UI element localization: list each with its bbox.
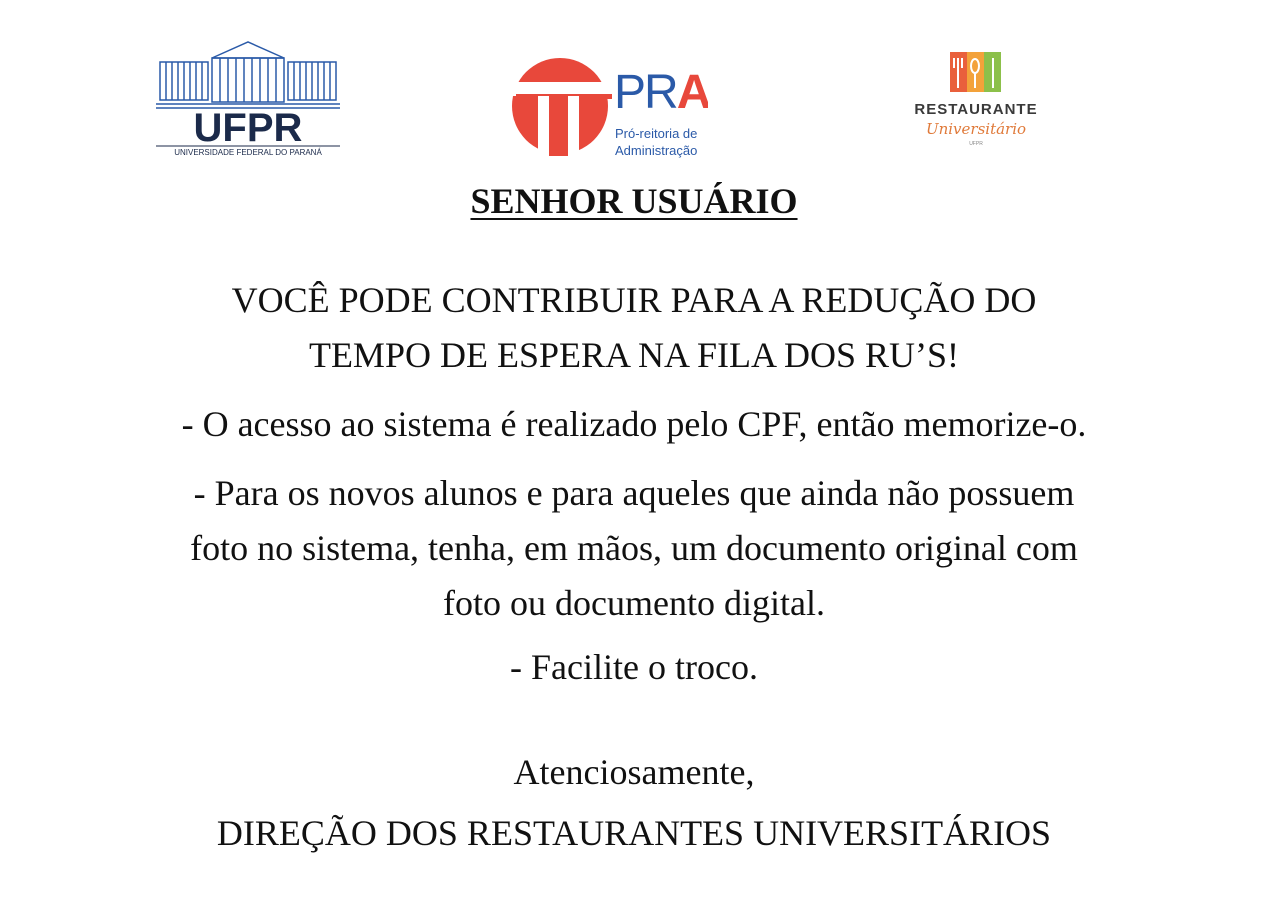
notice-title: SENHOR USUÁRIO xyxy=(470,181,798,221)
ru-logo-script: Universitário xyxy=(925,120,1027,138)
ufpr-logo-subtitle: UNIVERSIDADE FEDERAL DO PARANÁ xyxy=(174,148,322,157)
instruction-cpf: - O acesso ao sistema é realizado pelo CPF, então memorize-o. xyxy=(181,404,1087,444)
ufpr-logo-text: UFPR xyxy=(193,106,303,150)
headline-line-2: TEMPO DE ESPERA NA FILA DOS RU’S! xyxy=(308,335,960,375)
ru-logo-small: UFPR xyxy=(969,141,983,147)
pra-logo-line1: Pró-reitoria de xyxy=(615,126,698,141)
headline-line-1: VOCÊ PODE CONTRIBUIR PARA A REDUÇÃO DO xyxy=(231,280,1037,320)
instruction-change: - Facilite o troco. xyxy=(510,647,758,687)
instruction-photo-line-2: foto no sistema, tenha, em mãos, um documento original com xyxy=(190,528,1078,568)
restaurante-universitario-logo xyxy=(904,46,1048,150)
instruction-photo-line-1: - Para os novos alunos e para aqueles que ainda não possuem xyxy=(193,473,1075,513)
signature: DIREÇÃO DOS RESTAURANTES UNIVERSITÁRIOS xyxy=(216,813,1052,853)
pra-logo xyxy=(508,54,708,162)
ufpr-logo xyxy=(156,38,340,160)
pra-logo-line2: Administração xyxy=(615,143,698,158)
pra-logo-text: PRA xyxy=(614,66,708,119)
ru-logo-text: RESTAURANTE xyxy=(914,101,1038,118)
closing: Atenciosamente, xyxy=(513,752,755,792)
instruction-photo-line-3: foto ou documento digital. xyxy=(443,583,825,623)
